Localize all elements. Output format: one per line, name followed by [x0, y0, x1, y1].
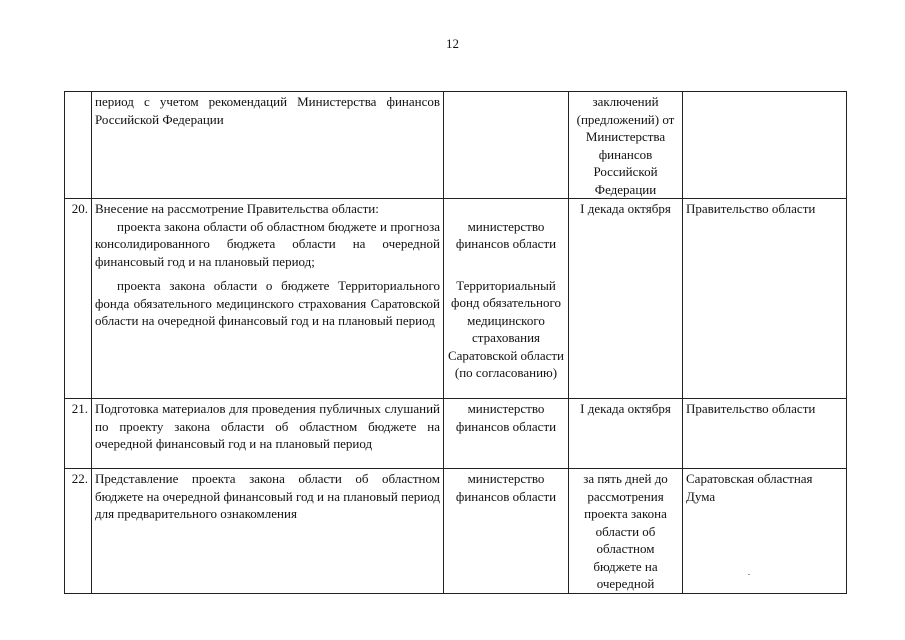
table-row	[65, 399, 847, 469]
row-description: Подготовка материалов для проведения публичных слушаний по проекту закона области об областном бюджете на очередной финансовый год и на плановый период	[92, 399, 444, 469]
row-description-intro: Внесение на рассмотрение Правительства области:	[95, 201, 379, 216]
row-description	[92, 199, 444, 399]
row-responsible: министерство финансов области	[444, 399, 569, 469]
row-number	[65, 92, 92, 199]
row-description-item-b: проекта закона области о бюджете Территориального фонда обязательного медицинского страхования Саратовской области на очередной финансовый год и на плановый период	[95, 278, 440, 328]
row-responsible: министерство финансов области	[444, 469, 569, 594]
row-destination	[683, 92, 847, 199]
table-row	[65, 469, 847, 594]
row-number: 21.	[65, 399, 92, 469]
row-destination: Правительство области	[683, 199, 847, 399]
row-description: Представление проекта закона области об областном бюджете на очередной финансовый год и на плановый период для предварительного ознакомления	[92, 469, 444, 594]
row-number: 22.	[65, 469, 92, 594]
budget-schedule-table	[64, 91, 847, 594]
row-term: заключений (предложений) от Министерства финансов Российской Федерации	[569, 92, 683, 199]
row-destination: Саратовская областная Дума	[683, 469, 847, 594]
table-row	[65, 199, 847, 399]
table-row	[65, 92, 847, 199]
row-term: I декада октября	[569, 399, 683, 469]
row-number: 20.	[65, 199, 92, 399]
row-term: I декада октября	[569, 199, 683, 399]
scan-speck	[748, 574, 750, 575]
responsible-b: Территориальный фонд обязательного медицинского страхования Саратовской области (по согласованию)	[447, 277, 565, 380]
page-number: 12	[446, 36, 459, 51]
row-description: период с учетом рекомендаций Министерства финансов Российской Федерации	[92, 92, 444, 199]
row-destination: Правительство области	[683, 399, 847, 469]
responsible-a: министерство финансов области	[455, 218, 557, 251]
row-description-item-a: проекта закона области об областном бюджете и прогноза консолидированного бюджета области на очередной финансовый год и на плановый период;	[95, 218, 440, 269]
row-responsible	[444, 92, 569, 199]
row-responsible	[444, 199, 569, 399]
row-term: за пять дней до рассмотрения проекта закона области об областном бюджете на очередной	[569, 469, 683, 594]
